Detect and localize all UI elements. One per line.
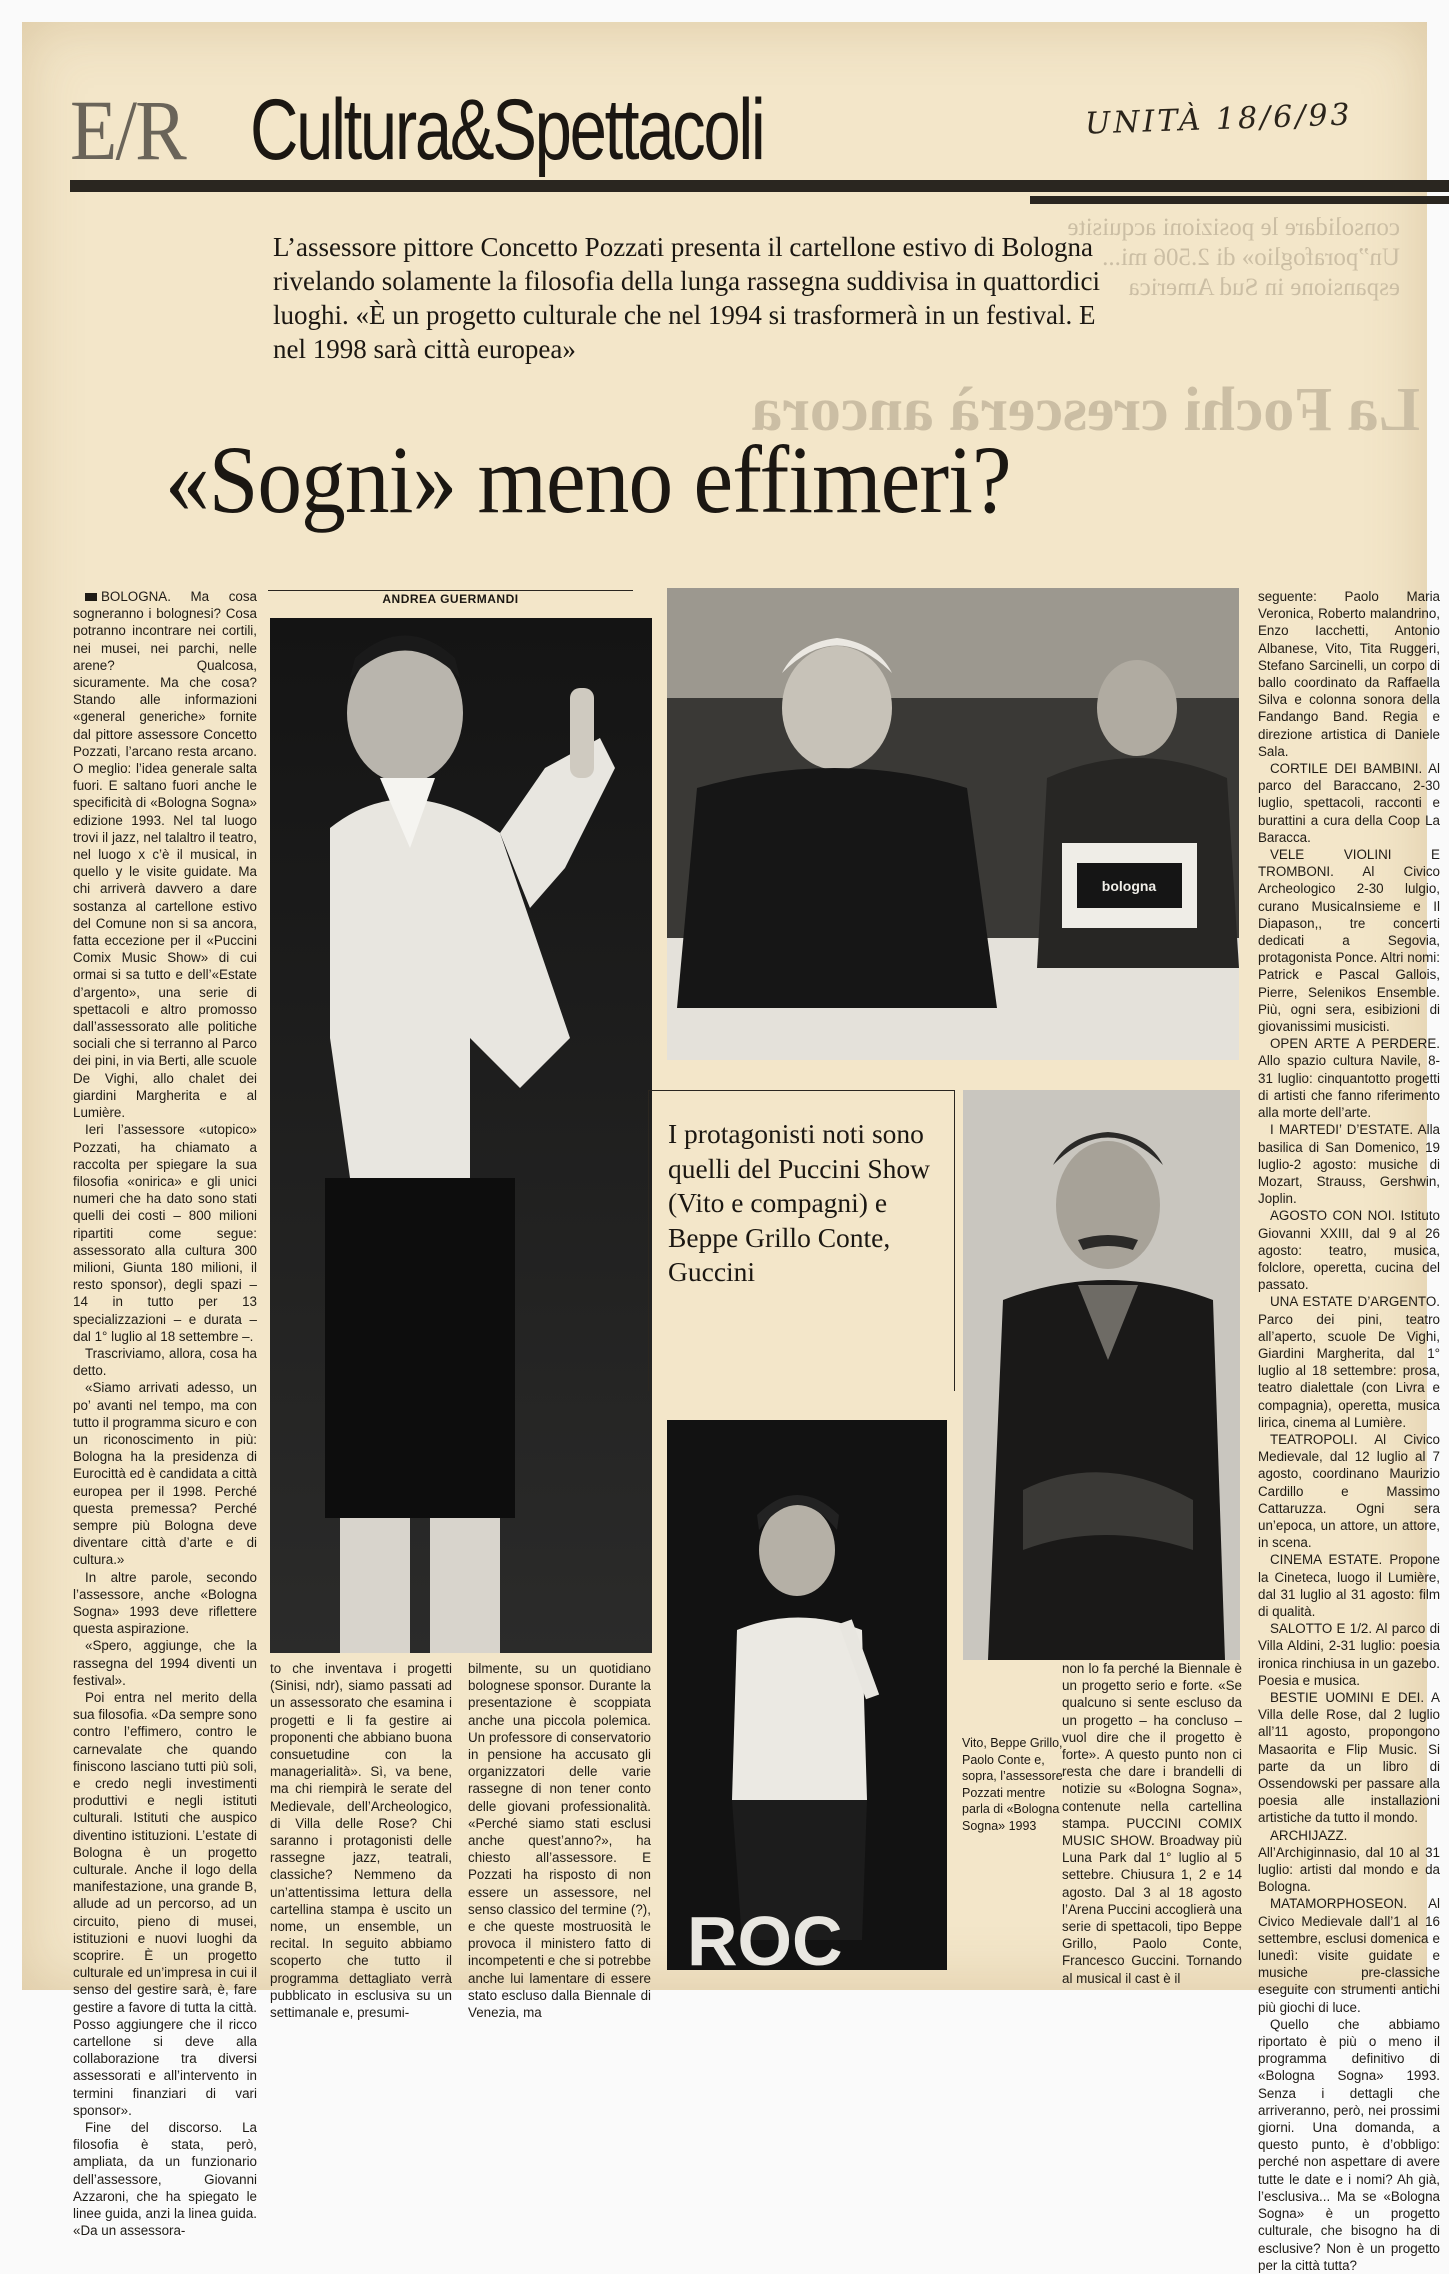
col5-paragraph: MATAMORPHOSEON. Al Civico Medievale dall’1 al 16 settembre, esclusi domenica e lunedì: visite guidate e musiche pre-classiche eseguite con strumenti antichi più giochi di luce. bbox=[1258, 1896, 1440, 2015]
col1-paragraph: Fine del discorso. La filosofia è stata, però, ampliata, da un funzionario dell’assessore, Giovanni Azzaroni, che ha spiegato le linee guida, anzi la linea guida. «Da un assessora- bbox=[73, 2120, 257, 2239]
photo-beppe-grillo bbox=[667, 1420, 947, 1980]
handwritten-date-note: UNITÀ 18/6/93 bbox=[1084, 97, 1354, 142]
col5-paragraph: BESTIE UOMINI E DEI. A Villa delle Rose, dal 2 luglio all’11 agosto, propongono Masaorita e Flip Music. Si parte da un libro di Ossendowski per passare alla poesia alle installazioni artistiche da tutto il mondo. bbox=[1258, 1690, 1440, 1826]
text-column-5 bbox=[1258, 588, 1440, 2273]
col5-paragraph: Quello che abbiamo riportato è più o meno il programma definitivo di «Bologna Sogna» 1993. Senza i dettagli che arriveranno, però, nei prossimi giorni. Una domanda, a questo punto, è d’obbligo: perché non aspettare di avere tutte le date e i nomi? Ah già, l’esclusiva... Ma se «Bologna Sogna» è un progetto culturale, che bisogno ha di esclusive? Non è un progetto per la città tutta? bbox=[1258, 2016, 1440, 2273]
col1-paragraph: Poi entra nel merito della sua filosofia. «Da sempre sono contro l’effimero, contro le carnevalate che quando finiscono lasciano tutti più soli, e credo negli investimenti produttivi e negli istituti culturali. Istituti che auspico diventino istituzioni. L’estate di Bologna è un progetto culturale. Anche il logo della manifestazione, una grande B, allude ad un percorso, ad un circuito, pieno di musei, istituzioni e nuovi luoghi da scoprire. È un progetto culturale ed un’impresa in cui il senso del gestire sarà, è, fare gestire a favore di tutta la città. Posso aggiungere che il ricco cartellone si deve alla collaborazione tra diversi assessorati e all’intervento in termini finanziari di vari sponsor». bbox=[73, 1690, 257, 2118]
photo-sign-label: bologna bbox=[1101, 878, 1157, 894]
text-column-2 bbox=[270, 1660, 452, 2021]
col1-paragraph: Ieri l’assessore «utopico» Pozzati, ha chiamato a raccolta per spiegare la sua filosofia «onirica» e gli unici numeri che ha dato sono stati quelli dei costi – 800 milioni ripartiti come segue: assessorato alla cultura 300 milioni, Giunta 180 milioni, il resto sponsor), degli spazi – 14 in tutto per 13 specializzazioni – e durata – dal 1° luglio al 18 settembre –. bbox=[73, 1122, 257, 1344]
article-headline: «Sogni» meno effimeri? bbox=[165, 426, 1011, 533]
callout-text: I protagonisti noti sono quelli del Puccini Show (Vito e compagni) e Beppe Grillo Conte, Guccini bbox=[668, 1118, 930, 1287]
col1-paragraph: In altre parole, secondo l’assessore, anche «Bologna Sogna» 1993 deve riflettere questa aspirazione. bbox=[73, 1569, 257, 1637]
col1-lead: BOLOGNA. Ma cosa sogneranno i bolognesi? Cosa potranno incontrare nei cortili, nei musei, nei parchi, nelle arene? Qualcosa, sicuramente. Ma che cosa? Stando alle informazioni «general generiche» fornite dal pittore assessore Concetto Pozzati, l’arcano resta arcano. O meglio: l’idea generale salta fuori. E saltano fuori anche le specificità di «Bologna Sogna» edizione 1993. Nel tal luogo trovi il jazz, nel talaltro il teatro, nel luogo x c’è il musical, in quello y le visite guidate. Ma chi arriverà davvero a dare sostanza al cartellone estivo del Comune non si sa ancora, fatta eccezione per il «Puccini Comix Music Show» di cui ormai si sa tutto e dell’«Estate d’argento», una serie di spettacoli e altro promosso dall’assessorato alle politiche sociali che si terranno al Parco dei pini, in via Berti, alle scuole De Vighi, allo chalet dei giardini Margherita e al Lumière. bbox=[73, 589, 257, 1121]
col5-paragraph: OPEN ARTE A PERDERE. Allo spazio cultura Navile, 8-31 luglio: cinquantotto progetti di artisti che fanno riferimento alla morte dell’arte. bbox=[1258, 1036, 1440, 1121]
section-header bbox=[70, 80, 1449, 200]
col5-paragraph: TEATROPOLI. Al Civico Medievale, dal 12 luglio al 7 agosto, coordinano Maurizio Cardillo e Massimo Cattaruzza. Ogni sera un’epoca, un attore, un attore, in scena. bbox=[1258, 1431, 1440, 1551]
header-rule bbox=[70, 180, 1449, 192]
article-subhead: L’assessore pittore Concetto Pozzati presenta il cartellone estivo di Bologna rivelando solamente la filosofia della lunga rassegna suddivisa in quattordici luoghi. «È un progetto culturale che nel 1994 si trasformerà in un festival. E nel 1998 sarà città europea» bbox=[273, 232, 1101, 364]
text-column-3 bbox=[468, 1660, 651, 2021]
section-title: Cultura&Spettacoli bbox=[250, 82, 764, 178]
col5-paragraph: SALOTTO E 1/2. Al parco di Villa Aldini, 2-31 luglio: poesia ironica rinchiusa in un gazebo. Poesia e musica. bbox=[1258, 1621, 1440, 1688]
byline: ANDREA GUERMANDI bbox=[382, 592, 519, 606]
text-column-1 bbox=[73, 588, 257, 2239]
svg-text:ROC: ROC bbox=[687, 1902, 843, 1980]
region-label: E/R bbox=[70, 82, 186, 178]
col1-paragraph: «Spero, aggiunge, che la rassegna del 1994 diventi un festival». bbox=[73, 1638, 257, 1688]
col1-paragraph: «Siamo arrivati adesso, un po’ avanti nel tempo, ma con tutto il programma sicuro e con un riconoscimento in più: Bologna ha la presidenza di Eurocittà ed è candidata a città europea per il 1998. Perché questa premessa? Perché sempre più Bologna deve diventare città d’arte e di cultura.» bbox=[73, 1380, 257, 1568]
col5-paragraph: UNA ESTATE D’ARGENTO. Parco dei pini, teatro all’aperto, scuole De Vighi, Giardini Margherita, dal 1° luglio al 18 settembre: prosa, teatro dialettale (con Livra e compagnia), operetta, musica lirica, cinema al Lumière. bbox=[1258, 1294, 1440, 1430]
text-column-4 bbox=[1062, 1660, 1242, 1986]
col5-paragraph: VELE VIOLINI E TROMBONI. Al Civico Archeologico 2-30 lulgio, curano MusicaInsieme e Il Diapason,, tre concerti dedicati a Segovia, protagonista Ponce. Altri nomi: Patrick e Pascal Gallois, Pierre, Selenikos Ensemble. Più, ogni sera, esibizioni di giovanissimi musicisti. bbox=[1258, 847, 1440, 1035]
byline-rule bbox=[268, 590, 633, 591]
col5-paragraph: seguente: Paolo Maria Veronica, Roberto malandrino, Enzo Iacchetti, Antonio Albanese, Vito, Tita Ruggeri, Stefano Sarcinelli, un corpo di ballo coordinato da Raffaella Silva e colonna sonora della Fandango Band. Regia e direzione artistica di Daniele Sala. bbox=[1258, 589, 1440, 759]
section-marker-icon bbox=[85, 593, 97, 601]
photo-press-conference bbox=[667, 588, 1239, 1060]
col1-paragraph: Trascriviamo, allora, cosa ha detto. bbox=[73, 1345, 257, 1379]
col3-paragraph: bilmente, su un quotidiano bolognese sponsor. Durante la presentazione è scoppiata anche una piccola polemica. Un professore di conservatorio in pensione ha accusato gli organizzatori delle varie rassegne di non tener conto delle giovani professionalità. «Perché siamo stati esclusi anche quest’anno?», ha chiesto all’assessore. E Pozzati ha risposto di non essere un assessore, nel senso classico del termine (?), e che queste mostruosità le provoca il ministero fatto di incompetenti e che si potrebbe anche lui lamentare di essere stato escluso dalla Biennale di Venezia, ma bbox=[468, 1661, 651, 2021]
header-rule-lower bbox=[1030, 196, 1449, 204]
show-through-line-2: Unˮporafoglio» di 2.506 mi... bbox=[1102, 244, 1400, 271]
col5-paragraph: I MARTEDI’ D’ESTATE. Alla basilica di San Domenico, 19 luglio-2 agosto: musiche di Mozart, Strauss, Gershwin, Joplin. bbox=[1258, 1122, 1440, 1207]
col5-paragraph: AGOSTO CON NOI. Istituto Giovanni XXIII, dal 9 al 26 agosto: teatro, musica, folclore, operetta, cucina del passato. bbox=[1258, 1208, 1440, 1293]
show-through-line-1: consolidare le posizioni acquisite bbox=[1067, 214, 1400, 241]
col5-paragraph: ARCHIJAZZ. All’Archiginnasio, dal 10 al 31 luglio: artisti dal mondo e da Bologna. bbox=[1258, 1827, 1440, 1895]
col5-paragraph: CINEMA ESTATE. Propone la Cineteca, luogo il Lumière, dal 31 luglio al 31 agosto: film di qualità. bbox=[1258, 1552, 1440, 1619]
photo-performer bbox=[270, 618, 652, 1653]
photo-caption: Vito, Beppe Grillo, Paolo Conte e, sopra, l’assessore Pozzati mentre parla di «Bologna Sogna» 1993 bbox=[962, 1736, 1063, 1833]
col2-paragraph: to che inventava i progetti (Sinisi, ndr), siamo passati ad un assessorato che esamina i progetti e li fa gestire ai proponenti che abbiano buona consuetudine con la managerialità». Sì, va bene, ma chi riempirà le serate del Medievale, dell’Archeologico, di Villa delle Rose? Chi saranno i protagonisti delle rassegne jazz, teatrali, classiche? Nemmeno da un’attentissima lettura della cartellina stampa è uscito un nome, un ensemble, un recital. In seguito abbiamo scoperto che tutto il programma dettagliato verrà pubblicato in esclusiva su un settimanale e, presumi- bbox=[270, 1661, 452, 2021]
col5-paragraph: CORTILE DEI BAMBINI. Al parco del Baraccano, 2-30 luglio, spettacoli, racconti e burattini a cura della Coop La Baracca. bbox=[1258, 761, 1440, 845]
show-through-line-3: espansione in Sud America bbox=[1128, 274, 1400, 301]
photo-paolo-conte bbox=[963, 1090, 1240, 1660]
show-through-headline: La Fochi crescerà ancora bbox=[751, 376, 1420, 444]
col4-paragraph: non lo fa perché la Biennale è un progetto serio e forte. «Se qualcuno si sente escluso da un progetto – ha concluso – vuol dire che il progetto è forte». A questo punto non ci resta che dare i brandelli di notizie su «Bologna Sogna», contenute nella cartellina stampa. PUCCINI COMIX MUSIC SHOW. Broadway più Luna Park dal 1° luglio al 5 settebre. Chiusura 1, 2 e 14 agosto. Dal 3 al 18 agosto l’Arena Puccini accoglierà una serie di spettacoli, tipo Beppe Grillo, Paolo Conte, Francesco Guccini. Tornando al musical il cast è il bbox=[1062, 1661, 1242, 1986]
